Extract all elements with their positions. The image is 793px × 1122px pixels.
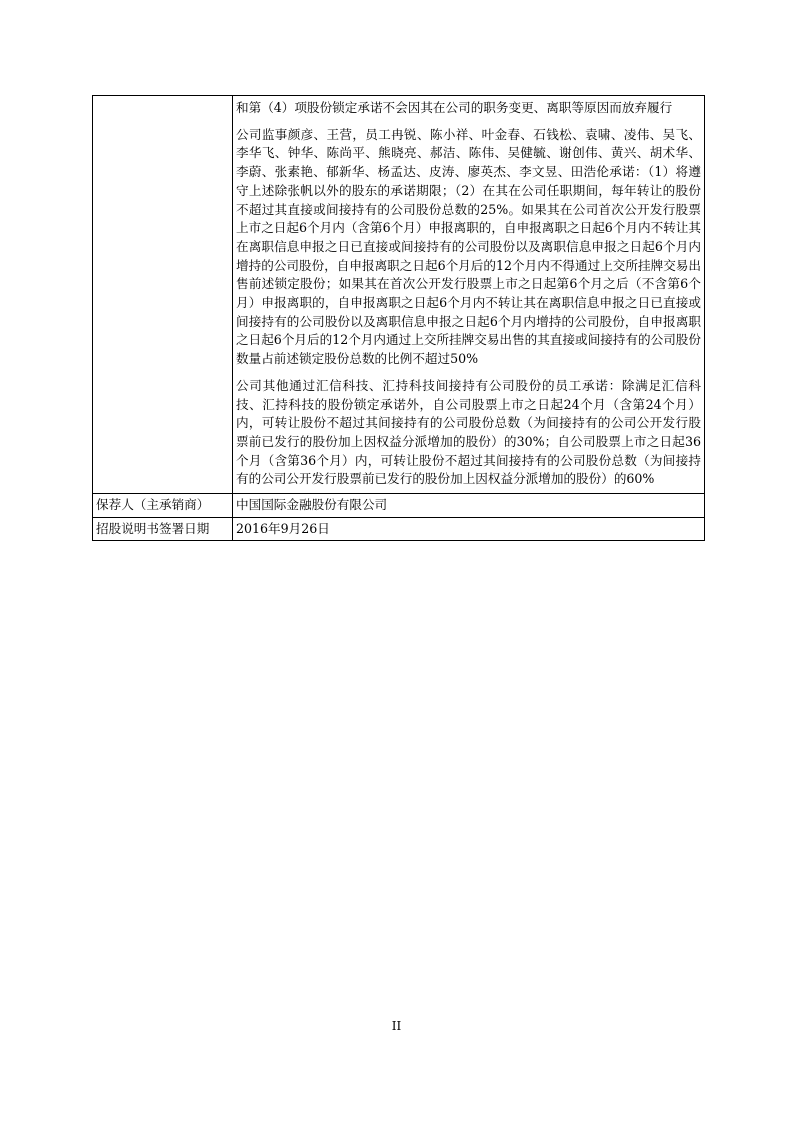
table-row-sponsor [93, 494, 705, 518]
table-cell-empty-label [93, 96, 233, 494]
sponsor-label: 保荐人（主承销商） [93, 494, 233, 518]
page-number: II [391, 1019, 402, 1033]
commitment-paragraph-1: 和第（4）项股份锁定承诺不会因其在公司的职务变更、离职等原因而放弃履行 [236, 100, 673, 115]
sponsor-value: 中国国际金融股份有限公司 [233, 494, 705, 518]
table-row-signing-date [93, 517, 705, 541]
commitment-paragraph-3: 公司其他通过汇信科技、汇持科技间接持有公司股份的员工承诺：除满足汇信科技、汇持科技的股份锁定承诺外，自公司股票上市之日起24个月（含第24个月）内，可转让股份不超过其间接持有的公司股份总数（为间接持有的公司公开发行股票前已发行的股份加上因权益分派增加的股份）的30%；自公司股票上市之日起36个月（含第36个月）内，可转让股份不超过其间接持有的公司股份总数（为间接持有的公司公开发行股票前已发行的股份加上因权益分派增加的股份）的60% [236, 377, 701, 487]
commitment-paragraph-2: 公司监事颜彦、王营，员工冉锐、陈小祥、叶金春、石钱松、袁啸、凌伟、吴飞、李华飞、钟华、陈尚平、熊晓亮、郝洁、陈伟、吴健毓、谢创伟、黄兴、胡术华、李蔚、张素艳、郁新华、杨孟达、皮涛、廖英杰、李文昱、田浩伦承诺：（1）将遵守上述除张帆以外的股东的承诺期限；（2）在其在公司任职期间，每年转让的股份不超过其直接或间接持有的公司股份总数的25%。如果其在公司首次公开发行股票上市之日起6个月内（含第6个月）申报离职的，自申报离职之日起6个月内不转让其在离职信息申报之日已直接或间接持有的公司股份以及离职信息申报之日起6个月内增持的公司股份，自申报离职之日起6个月后的12个月内不得通过上交所挂牌交易出售前述锁定股份；如果其在首次公开发行股票上市之日起第6个月之后（不含第6个月）申报离职的，自申报离职之日起6个月内不转让其在离职信息申报之日已直接或间接持有的公司股份以及离职信息申报之日起6个月内增持的公司股份，自申报离职之日起6个月后的12个月内通过上交所挂牌交易出售的其直接或间接持有的公司股份数量占前述锁定股份总数的比例不超过50% [236, 126, 701, 367]
signing-date-value: 2016年9月26日 [233, 517, 705, 541]
table-cell-commitments [233, 96, 705, 494]
signing-date-label: 招股说明书签署日期 [93, 517, 233, 541]
prospectus-summary-table [92, 95, 705, 541]
table-row-share-lockup [93, 96, 705, 494]
